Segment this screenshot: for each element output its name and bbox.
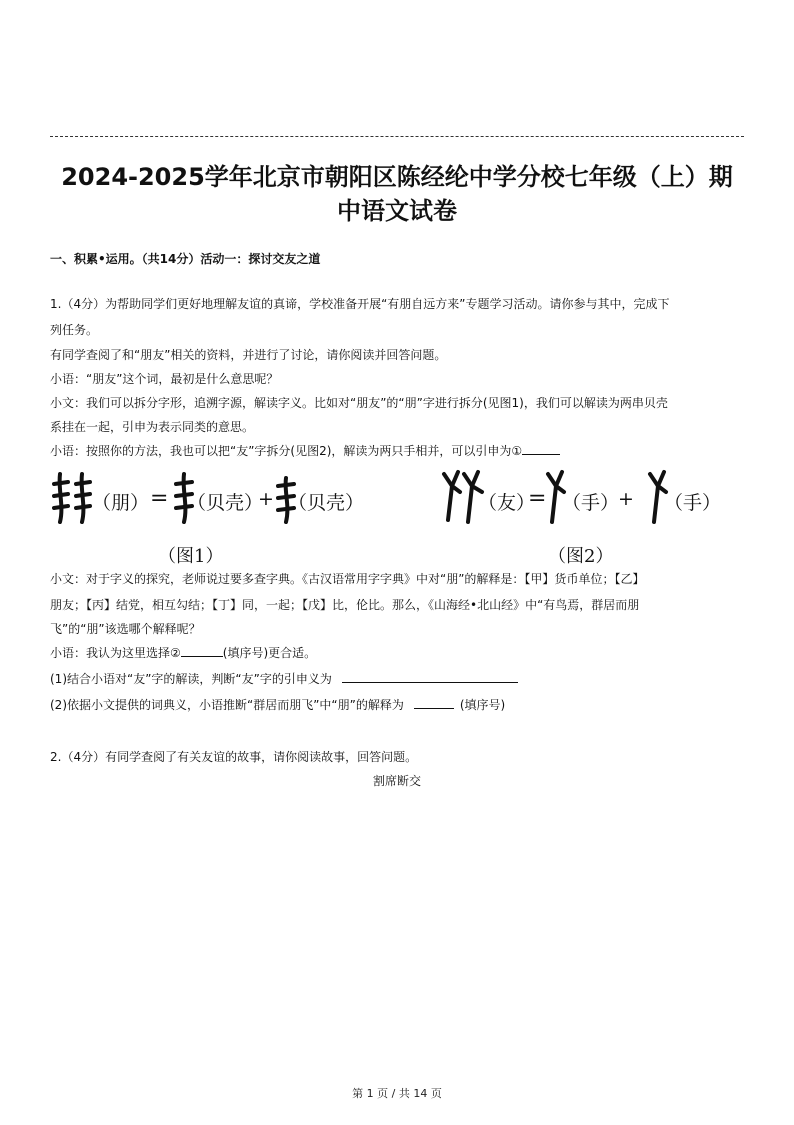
exam-title xyxy=(40,160,754,228)
fig1-label-peng: （朋） xyxy=(92,492,150,514)
fig1-label-shell-1: （贝壳） xyxy=(187,492,264,514)
answer-blank-4[interactable] xyxy=(414,694,454,709)
q1-line-5: 小文：我们可以拆分字形，追溯字源，解读字义。比如对“朋友”的“朋”字进行拆分(见图1)，我们可以解读为两串贝壳 xyxy=(50,396,668,410)
fig1-plus: + xyxy=(258,488,274,510)
q1-sub-1-text: (1)结合小语对“友”字的解读，判断“友”字的引申义为 xyxy=(50,672,332,686)
q1-line-1: 1.（4分）为帮助同学们更好地理解友谊的真谛，学校准备开展“有朋自远方来”专题学习活动。请你参与其中，完成下 xyxy=(50,297,670,311)
dashed-separator xyxy=(50,136,744,137)
q1-sub-1 xyxy=(50,667,744,691)
q1-line-11 xyxy=(50,641,744,665)
answer-blank-3[interactable] xyxy=(342,668,518,683)
page-footer: 第 1 页 / 共 14 页 xyxy=(352,1087,442,1100)
q1-line-6: 系挂在一起，引申为表示同类的意思。 xyxy=(50,420,255,434)
fig2-label-hand-2: （手） xyxy=(664,492,722,514)
fig2-plus: + xyxy=(618,488,634,510)
answer-blank-2[interactable] xyxy=(181,642,223,657)
fig1-label-shell-2: （贝壳） xyxy=(288,492,365,514)
q1-line-3: 有同学查阅了和“朋友”相关的资料，并进行了讨论，请你阅读并回答问题。 xyxy=(50,348,447,362)
q1-line-7 xyxy=(50,439,744,463)
q1-line-2: 列任务。 xyxy=(50,323,99,337)
q1-line-11-text-a: 小语：我认为这里选择② xyxy=(50,646,181,660)
q1-sub-2-text-b: (填序号) xyxy=(459,698,506,712)
fig2-label-you: （友） xyxy=(478,492,536,514)
title-line-1: 2024-2025学年北京市朝阳区陈经纶中学分校七年级（上）期 xyxy=(61,163,733,191)
q1-line-10: 飞”的“朋”该选哪个解释呢？ xyxy=(50,622,201,636)
q1-line-4: 小语：“朋友”这个词，最初是什么意思呢？ xyxy=(50,372,279,386)
section-heading: 一、积累•运用。（共14分）活动一：探讨交友之道 xyxy=(50,252,321,266)
fig2-label-hand-1: （手） xyxy=(562,492,620,514)
fig1-equals: = xyxy=(150,486,169,511)
q1-line-11-text-b: (填序号)更合适。 xyxy=(222,646,317,660)
answer-blank-1[interactable] xyxy=(522,440,560,455)
q1-line-7-text: 小语：按照你的方法，我也可以把“友”字拆分(见图2)，解读为两只手相并，可以引申为① xyxy=(50,444,523,458)
q2-line-1: 2.（4分）有同学查阅了有关友谊的故事，请你阅读故事，回答问题。 xyxy=(50,750,418,764)
title-line-2: 中语文试卷 xyxy=(337,197,457,225)
q1-sub-2-text-a: (2)依据小文提供的词典义，小语推断“群居而朋飞”中“朋”的解释为 xyxy=(50,698,404,712)
q1-sub-2 xyxy=(50,693,744,717)
fig2-caption: （图2） xyxy=(548,546,614,567)
q1-line-9: 朋友；【丙】结党，相互勾结；【丁】同，一起；【戊】比，伦比。那么，《山海经•北山经》中“有鸟焉，群居而朋 xyxy=(50,598,640,612)
q1-line-8: 小文：对于字义的探究，老师说过要多查字典。《古汉语常用字字典》中对“朋”的解释是：【甲】货币单位；【乙】 xyxy=(50,572,645,586)
story-title: 割席断交 xyxy=(372,774,421,788)
fig1-caption: （图1） xyxy=(158,546,224,567)
fig2-equals: = xyxy=(528,486,547,511)
